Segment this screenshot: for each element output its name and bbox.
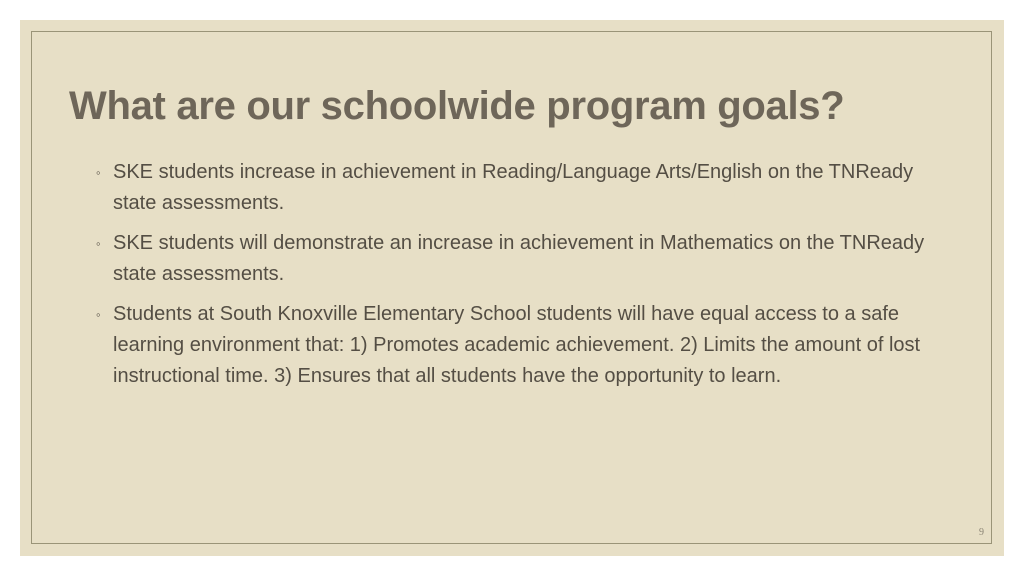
bullet-circle-icon: ◦ xyxy=(96,236,101,251)
bullet-item-mathematics xyxy=(96,228,926,290)
bullet-text: SKE students will demonstrate an increase in achievement in Mathematics on the TNReady state assessments. xyxy=(113,232,925,285)
bullet-text: Students at South Knoxville Elementary School students will have equal access to a safe learning environment that: 1) Promotes academic achievement. 2) Limits the amount of lost instructional time. 3) Ensures that all students have the opportunity to learn. xyxy=(113,303,921,387)
bullet-text: SKE students increase in achievement in Reading/Language Arts/English on the TNReady state assessments. xyxy=(113,161,914,214)
slide-page-number: 9 xyxy=(979,527,984,538)
bullet-circle-icon: ◦ xyxy=(96,165,101,180)
bullet-item-safe-environment xyxy=(96,299,926,392)
bullet-item-reading xyxy=(96,157,926,219)
slide-title: What are our schoolwide program goals? xyxy=(69,84,845,128)
bullet-list xyxy=(96,157,926,401)
bullet-circle-icon: ◦ xyxy=(96,307,101,322)
slide xyxy=(20,20,1004,556)
